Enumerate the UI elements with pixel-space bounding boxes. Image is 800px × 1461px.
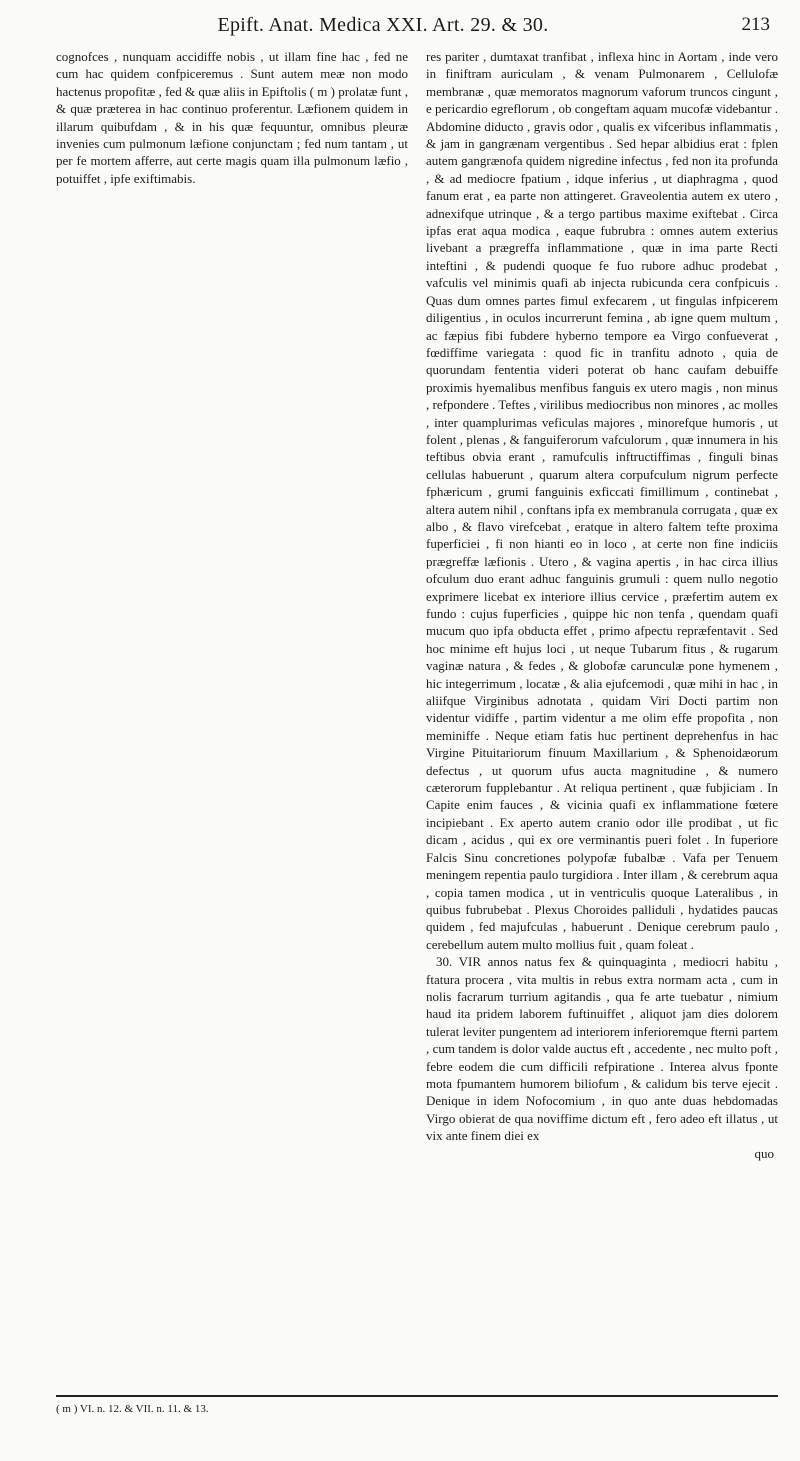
right-column <box>426 48 778 1162</box>
text-columns <box>56 48 778 1162</box>
paragraph-case-30: 30. VIR annos natus fex & quinquaginta , mediocri habitu , ftatura procera , vita multis in rebus extra normam acta , cum in nolis facrarum turrium agitandis , qua fe arte tuebatur , nimium haud ita pridem laborem fuftinuiffet , aliquot jam dies dolorem tulerat leviter pungentem ad interiorem inferioremque fterni partem , cum tandem is dolor valde auctus eft , accedente , nec multo poft , febre eodem die cum difficili refpiratione . Interea alvus fponte mota fpumantem humorem biliofum , & calidum bis terve ejecit . Denique in idem Nofocomium , in quo ante duas hebdomadas Virgo obierat de qua noviffime dictum eft , fero adeo eft illatus , ut vix ante finem diei ex <box>426 954 778 1144</box>
paragraph-continued: cognofces , nunquam accidiffe nobis , ut illam fine hac , fed ne cum hac quidem confpiceremus . Sunt autem meæ non modo hactenus propofitæ , fed & quæ aliis in Epiftolis ( m ) prolatæ funt , & quæ præterea in hac continuo proferentur. Læfionem quidem in illarum quibufdam , & in his quæ fequuntur, omnibus pleuræ invenies cum pulmonum læfione conjunctam ; fed num tantam , ut per fe mortem afferre, aut certe magis quam illa pulmonum læfio , potuiffet , ipfe exiftimabis. <box>56 49 408 186</box>
footnote: ( m ) VI. n. 12. & VII. n. 11. & 13. <box>56 1403 209 1415</box>
left-column <box>56 48 408 1162</box>
page-header <box>56 10 770 40</box>
page-number: 213 <box>741 14 770 35</box>
catchword: quo <box>754 1145 774 1161</box>
paragraph-continued: res pariter , dumtaxat tranfibat , inflexa hinc in Aortam , inde vero in finiftram auriculam , & venam Pulmonarem , Cellulofæ membranæ , quæ memoratos magnorum vaforum truncos cingunt , e pericardio egreflorum , ob congeftam aquam mucofæ videbantur . Abdomine diducto , gravis odor , qualis ex vifceribus inflammatis , & jam in gangrænam vergentibus . Sed hepar albidius erat : fplen autem gangrænofa quidem nigredine infectus , fed non ita profunda , & ad mediocre fpatium , idque inferius , ut diaphragma , quod fanum erat , ea parte non attingeret. Graveolentia autem ex utero , adnexifque utrinque , & a tergo partibus maxime exiftebat . Circa ipfas erat aqua modica , eaque fubrubra : omnes autem exterius livebant a prægreffa inflammatione , quæ in ima parte Recti inteftini , & pudendi quoque fe fuo rubore adhuc prodebat , vafculis vel minimis quafi ab injecta rubicunda cera confpicuis . Quas dum omnes partes fimul exfecarem , ut fingulas infpicerem diligentius , in oculos incurrerunt femina , ab igne quem multum , ac fæpius fibi fubdere hyberno tempore ea Virgo confueverat , fœdiffime variegata : quod fic in tranfitu adnoto , quia de quorundam fententia videri poterat ob hanc caufam debuiffe proximis hyemalibus menfibus fanguis ex utero magis , non minus , refpondere . Teftes , virilibus mediocribus non minores , ac molles , inter quamplurimas veficulas majores , minorefque humoris , ut folent , plenas , & fanguiferorum vafculorum , quæ innumera in his teftibus obvia erant , ramufculis inftructiffimas , finguli binas cellulas habuerunt , quarum altera corpufculum nigrum perfecte fphæricum , grumi fanguinis exficcati fimillimum , continebat , altera autem nihil , conftans ipfa ex membranula corrugata , quæ ex albo , & flavo virefcebat , eratque in altero faltem tefte proxima fuperficiei , fi non hianti eo in loco , at certe non fine indiciis prægreffæ læfionis . Utero , & vagina apertis , in hac circa illius ofculum duo erant adhuc fanguinis grumuli : quem nullo negotio exprimere licebat ex interiore illius cervice , præfertim autem ex fundo : cujus fuperficies , quippe hic non tenfa , quendam quafi mucum quo ipfa obducta effet , primo afpectu repræfentavit . Sed hoc minime eft hujus loci , ut neque Tubarum fitus , & rugarum vaginæ natura , & fedes , & globofæ carunculæ pone hymenem , hic integerrimum , locatæ , & alia ejufcemodi , quæ mihi in hac , in aliifque Virginibus adnotata , quidam Viri Docti partim non videntur vidiffe , partim videntur a me olim effe propofita , non meminiffe . Neque etiam fatis huc pertinent deprehenfus in hac Virgine Pituitariorum finuum Maxillarium , & Sphenoidæorum defectus , ut quorum ufus aucta magnitudine , & numero cæterorum fupplebantur . At reliqua pertinent , quæ fubjiciam . In Capite enim fauces , & vicinia quafi ex inflammatione fœtere incipiebant . Ex aperto autem cranio odor ille prodibat , ut fic dicam , acidus , qui ex ore verminantis pueri folet . In fuperiore Falcis Sinu concretiones polypofæ fubalbæ . Vafa per Tenuem meningem repentia paulo turgidiora . Inter illam , & cerebrum aqua , copia tamen modica , ut in ventriculis quoque Lateralibus , in quibus fubrubebat . Plexus Choroides palliduli , hydatides paucas quidem , fed majufculas , habuerunt . Denique cerebrum paulo , cerebellum autem multo mollius fuit , quam foleat . <box>426 49 778 952</box>
running-head: Epift. Anat. Medica XXI. Art. 29. & 30. <box>217 14 549 36</box>
footnote-divider <box>56 1395 778 1397</box>
